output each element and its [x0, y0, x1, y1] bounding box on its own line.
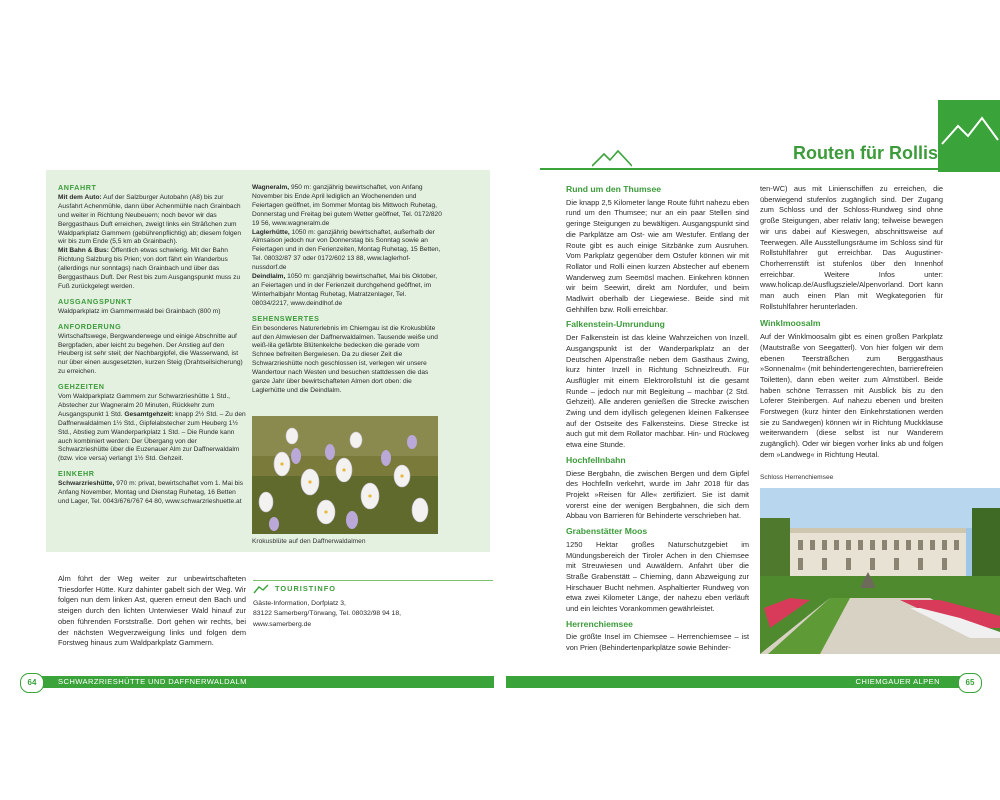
anfahrt-text: Mit dem Auto: Auf der Salzburger Autobahn (A8) bis zur Ausfahrt Achenmühle, dann über Achenmühle nach Grainbach und weiter in Richtung Neubeuern; noch bevor wir das Berggasthaus Duft erreichen, zweigt links ein Sträßchen zum Waldparkplatz Gammern (gebührenpflichtig) ab; diesem folgen wir bis zum Ende (5,5 km ab Grainbach).: [58, 193, 242, 246]
crocus-caption: Krokusblüte auf den Daffnerwaldalmen: [252, 538, 366, 545]
page-title: Routen für Rollis: [793, 143, 938, 163]
right-footer-label: CHIEMGAUER ALPEN: [855, 677, 940, 686]
info-column-2: [252, 184, 442, 396]
laglerhuette-text: Laglerhütte, 1050 m: ganzjährig bewirtschaftet, außerhalb der Almsaison jedoch nur von Donnerstag bis Sonntag sowie an Feiertagen und in den Ferienzeiten, Montag Ruhetag, 15 Betten, Tel. 08032/87 37 oder 0172/602 13 88, www.laglerhof-nussdorf.de: [252, 228, 441, 272]
section-text-hochfellnbahn: Diese Bergbahn, die zwischen Bergen und dem Gipfel des Hochfelln verkehrt, wurde im Jahr 2018 für das Projekt »Reisen für Alle« zertifiziert. Sie ist damit vorerst eine der wenigen Bergbahnen, die sich dem Abbau von Barrieren für Behinderte verschrieben hat.: [566, 468, 749, 521]
section-heading-grabenstaetter: Grabenstätter Moos: [566, 526, 648, 537]
left-body-text: Alm führt der Weg weiter zur unbewirtschafteten Triesdorfer Hütte. Kurz dahinter gabelt sich der Weg. Wir folgen nun dem linken Ast, queren erneut den Bach und steigen durch den lichten Unterwieser Wald hinauf zur oben führenden Forststraße. Dort gehen wir rechts, bei der nächsten Wegverzweigung links und folgen dem Forstweg hinaus zum Waldparkplatz Gammern.: [58, 574, 246, 648]
touristinfo-heading: TOURISTINFO: [275, 584, 336, 593]
bahn-text: Mit Bahn & Bus: Öffentlich etwas schwierig. Mit der Bahn Richtung Salzburg bis Prien; von dort fährt ein Wanderbus (allerdings nur sonntags) nach Grainbach und über das Berggasthaus Duft. Der Rest bis zum Ausgangspunkt muss zu Fuß zurückgelegt werden.: [58, 247, 241, 290]
info-column-1: [58, 184, 246, 507]
right-footer: [506, 676, 960, 688]
section-text-herrenchiemsee: Die größte Insel im Chiemsee – Herrenchiemsee – ist von Prien (Behindertenparkplätze sowie Behinder-: [566, 632, 749, 653]
anforderung-text: Wirtschaftswege, Bergwanderwege und einige Abschnitte auf Bergpfaden, aber leicht zu begehen. Der Anstieg auf den Heuberg ist sehr steil; der Nachbargipfel, die Wasserwand, ist nur über einen ausgesetzten, kurzen Steig (Drahtseilsicherung) zu erreichen.: [58, 332, 243, 376]
anforderung-heading: ANFORDERUNG: [58, 321, 122, 331]
einkehr-heading: EINKEHR: [58, 469, 95, 479]
wagneralm-text: Wagneralm, 950 m: ganzjährig bewirtschaftet, von Anfang November bis Ende April lediglich an Wochenenden und Feiertagen geöffnet, im Sommer Montag bis Mittwoch Ruhetag, Donnerstag und Freitag bei gutem Wetter geöffnet, Tel. 0172/820 19 56, www.wagneralm.de: [252, 184, 442, 227]
right-column-2: [760, 184, 943, 461]
gehzeiten-text: Vom Waldparkplatz Gammern zur Schwarzrieshütte 1 Std., Abstecher zur Wagneralm 20 Minuten, Rückkehr zum Ausgangspunkt 1 Std. Gesamtgehzeit: knapp 2½ Std. – Zu den Daffnerwaldalmen 1½ Std., Gipfelabstecher zum Heuberg 1½ Std., Abstieg zum Wanderparkplatz 1 Std. – Die Runde kann auch kombiniert werden: Der Übergang von der Schwarzrieshütte über die Euzenauer Alm zur Daffnerwaldalm (bzw. vice versa) verlangt 1½ Std. Gehzeit.: [58, 393, 246, 463]
left-footer: [36, 676, 494, 688]
info-box: [46, 170, 490, 552]
section-heading-falkenstein: Falkenstein-Umrundung: [566, 319, 665, 330]
route-icon: [253, 584, 269, 594]
touristinfo-box: [253, 580, 493, 630]
section-heading-herrenchiemsee: Herrenchiemsee: [566, 618, 633, 629]
title-rule: [540, 168, 945, 170]
left-page-number: 64: [20, 673, 44, 693]
sehenswertes-heading: SEHENSWERTES: [252, 313, 320, 323]
castle-caption: Schloss Herrenchiemsee: [760, 474, 834, 481]
crocus-photo: [252, 416, 438, 534]
section-text-thumsee: Die knapp 2,5 Kilometer lange Route führt nahezu eben rund um den Thumsee; nur an ein paar Stellen sind geringe Steigungen zu bewältigen. Ausgangspunkt sind die Parkplätze am Ost- wie am Westufer. Entlang der Route gibt es auch einige Sitzbänke zum Ausruhen. Vom Parkplatz gegenüber dem Ostufer können wir mit Rollator und Rolli einen kurzen Abstecher auf ebenem Wanderweg zum Seemösl machen. Einkehren können wir beim Seewirt, direkt am Nordufer, und beim Madlwirt oberhalb der Liegewiese. Beide sind mit Gehhilfen bzw. Rolli erreichbar.: [566, 197, 749, 314]
ausgangspunkt-text: Waldparkplatz im Gammernwald bei Grainbach (800 m): [58, 307, 221, 315]
right-column-1: [566, 184, 749, 654]
section-heading-hochfellnbahn: Hochfellnbahn: [566, 454, 626, 465]
section-text-winklmoosalm: Auf der Winklmoosalm gibt es einen großen Parkplatz (Mautstraße von Seegatterl). Von hier folgen wir dem ebenen Teersträßchen zum Berggasthaus »Sonnenalm« (mit behindertengerechten, barrierefreien Toiletten), dann eben weiter zum Almstüberl. Beide haben schöne Terrassen mit Ausblick bis zu den Loferer Steinbergen. Auf nahezu ebenen und breiten Forstwegen (kurz hinter den Einkehrstationen werden sie zu Sandwegen) können wir in Richtung Muckklause weiterwandern (diese selbst ist nur Wanderern zugänglich). Oder wir biegen vorher links ab und folgen dem »Landweg« in Richtung Heutal.: [760, 332, 943, 459]
mountain-icon: [592, 148, 632, 168]
touristinfo-line-3: www.samerberg.de: [253, 620, 312, 628]
left-footer-label: SCHWARZRIESHÜTTE UND DAFFNERWALDALM: [58, 677, 247, 686]
section-heading-thumsee: Rund um den Thumsee: [566, 184, 662, 194]
touristinfo-line-2: 83122 Samerberg/Törwang, Tel. 08032/98 94 18,: [253, 610, 401, 617]
gehzeiten-heading: GEHZEITEN: [58, 382, 105, 392]
touristinfo-line-1: Gäste-Information, Dorfplatz 3,: [253, 599, 346, 607]
ausgangspunkt-heading: AUSGANGSPUNKT: [58, 296, 133, 306]
castle-photo: [760, 488, 1000, 654]
section-text-grabenstaetter: 1250 Hektar großes Naturschutzgebiet im Mündungsbereich der Tiroler Achen in den Chiemsee mit Streuwiesen und Auwäldern. Anfahrt über die Straße Grabenstätt – Chieming, dann Abzweigung zur Hirschauer Bucht nehmen. Asphaltierter Rundweg von etwa zwei Kilometer Länge, der nahezu eben verläuft und ein leichtes Vorankommen gewährleistet.: [566, 539, 749, 614]
section-heading-winklmoosalm: Winklmoosalm: [760, 318, 821, 329]
corner-mountain-icon: [938, 100, 1000, 172]
corner-tab: [938, 100, 1000, 172]
deindlalm-text: Deindlalm, 1050 m: ganzjährig bewirtschaftet, Mai bis Oktober, an Feiertagen und in der Ferienzeit durchgehend geöffnet, im Winterhalbjahr Montag Ruhetag, Matratzenlager, Tel. 08034/2217, www.deindlhof.de: [252, 273, 438, 307]
right-page-number: 65: [958, 673, 982, 693]
section-text-falkenstein: Der Falkenstein ist das kleine Wahrzeichen von Inzell. Ausgangspunkt ist der Wanderparkplatz an der Deutschen Alpenstraße neben dem Gasthaus Zwing, kurz hinter Inzell in Richtung Schneizlreuth. Für Ausflügler mit einem Elektrorollstuhl ist die gesamt Runde – jedoch nur mit Begleitung – machbar (2 Std. Gehzeit). Alle anderen genießen die Strecke zwischen Zwing und dem idyllisch gelegenen kleinen Falkensee auf der Ostseite des Falkensteins. Diese Strecke ist auch gut mit dem Rollator machbar. Hin- und Rückweg etwa eine Stunde.: [566, 333, 749, 450]
anfahrt-heading: ANFAHRT: [58, 183, 97, 192]
herrenchiemsee-continued: ten-WC) aus mit Linienschiffen zu erreichen, die überwiegend stufenlos zugänglich sind. Der Zugang zum Schloss und der Schloss-Rundweg sind ohne große Steigungen, aber relativ lang; teilweise bewegen wir uns dabei auf Kieswegen, abschnittsweise auf Teerwegen. Alle Ausstellungsräume im Schloss sind für Rollstuhlfahrer gut erreichbar. Das Augustiner-Chorherrenstift ist stufenlos über den Innenhof erreichbar. Weitere Infos unter: www.holicap.de/Ausflugsziele/Alpenvorland. Dort kann man auch einen Plan mit Wegkategorien für Rollstuhlfahrer herunterladen.: [760, 184, 943, 311]
sehenswertes-text: Ein besonderes Naturerlebnis im Chiemgau ist die Krokusblüte auf den Almwiesen der Daffnerwaldalmen. Tausende weiße und weiß-lila gefärbte Blütenkelche bedecken die gerade vom Schnee befreiten Bergwiesen. Da zu dieser Zeit die Schwarzrieshütte noch geschlossen ist, verlegen wir unsere Wandertour nach Westen und besuchen stattdessen die das ganze Jahr über bewirtschafteten Almen dort oben: die Laglerhütte und die Deindlalm.: [252, 324, 438, 394]
einkehr-text: Schwarzrieshütte, 970 m: privat, bewirtschaftet vom 1. Mai bis Anfang November, Montag und Dienstag Ruhetag, 16 Betten und Lager, Tel. 0043/676/767 64 80, www.schwarzrieshuette.at: [58, 480, 244, 505]
